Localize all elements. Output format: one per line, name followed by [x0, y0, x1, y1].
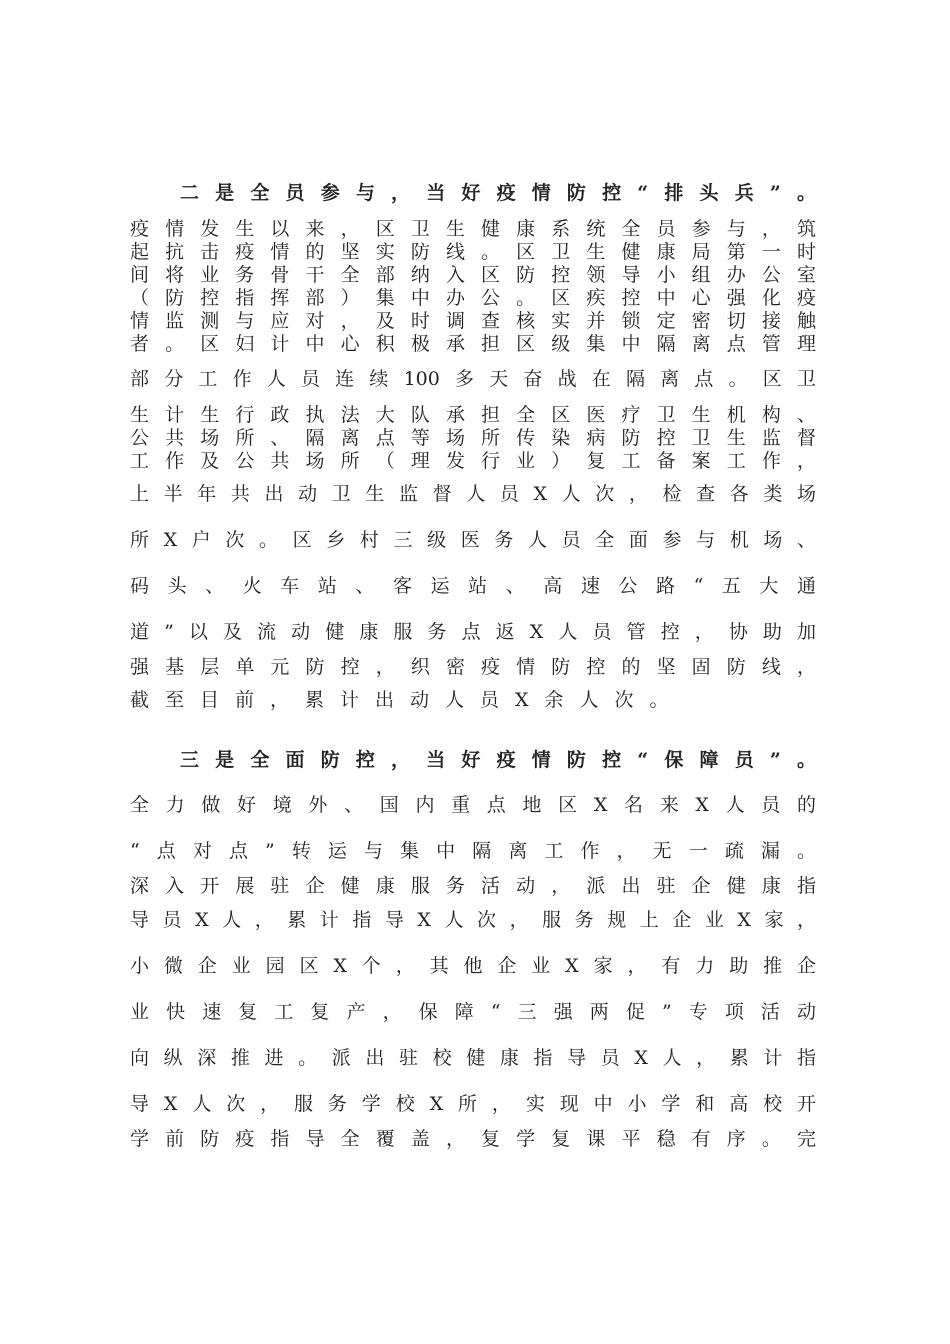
- section-2-line: 工作及公共场所（理发行业）复工备案工作，: [130, 450, 816, 472]
- section-2-line: 码头、火车站、客运站、高速公路“五大通: [130, 575, 816, 597]
- section-3-line: “点对点”转运与集中隔离工作，无一疏漏。: [130, 840, 816, 862]
- section-2-line: 情监测与应对，及时调查核实并锁定密切接触: [130, 310, 816, 332]
- section-2-line: 所X户次。区乡村三级医务人员全面参与机场、: [130, 529, 816, 551]
- section-2-line: 强基层单元防控，织密疫情防控的坚固防线，: [130, 656, 816, 678]
- section-2-line: 疫情发生以来，区卫生健康系统全员参与，筑: [130, 218, 816, 240]
- section-3-line: 业快速复工复产，保障“三强两促”专项活动: [130, 1001, 816, 1023]
- section-2-line: 公共场所、隔离点等场所传染病防控卫生监督: [130, 427, 816, 449]
- section-2-line: 起抗击疫情的坚实防线。区卫生健康局第一时: [130, 241, 816, 263]
- section-2-line: 道”以及流动健康服务点返X人员管控，协助加: [130, 621, 816, 643]
- section-3-line: 导X人次，服务学校X所，实现中小学和高校开: [130, 1093, 816, 1115]
- section-2-line: 部分工作人员连续100多天奋战在隔离点。区卫: [130, 368, 816, 390]
- section-3-line: 深入开展驻企健康服务活动，派出驻企健康指: [130, 875, 816, 897]
- section-3-line: 全力做好境外、国内重点地区X名来X人员的: [130, 794, 816, 816]
- section-3-line: 向纵深推进。派出驻校健康指导员X人，累计指: [130, 1047, 816, 1069]
- section-2-line: 间将业务骨干全部纳入区防控领导小组办公室: [130, 264, 816, 286]
- section-2-line: 生计生行政执法大队承担全区医疗卫生机构、: [130, 404, 816, 426]
- section-2-line: 者。区妇计中心积极承担区级集中隔离点管理: [130, 333, 816, 355]
- section-2-line: 截至目前，累计出动人员X余人次。: [130, 689, 685, 711]
- section-2-line: （防控指挥部）集中办公。区疾控中心强化疫: [130, 287, 816, 309]
- section-2-line: 上半年共出动卫生监督人员X人次，检查各类场: [130, 483, 816, 505]
- section-3-heading: 三是全面防控，当好疫情防控“保障员”。: [180, 749, 816, 771]
- section-2-heading: 二是全员参与，当好疫情防控“排头兵”。: [180, 182, 816, 204]
- section-3-line: 导员X人，累计指导X人次，服务规上企业X家，: [130, 909, 816, 931]
- section-3-line: 学前防疫指导全覆盖，复学复课平稳有序。完: [130, 1128, 816, 1150]
- section-3-line: 小微企业园区X个，其他企业X家，有力助推企: [130, 955, 816, 977]
